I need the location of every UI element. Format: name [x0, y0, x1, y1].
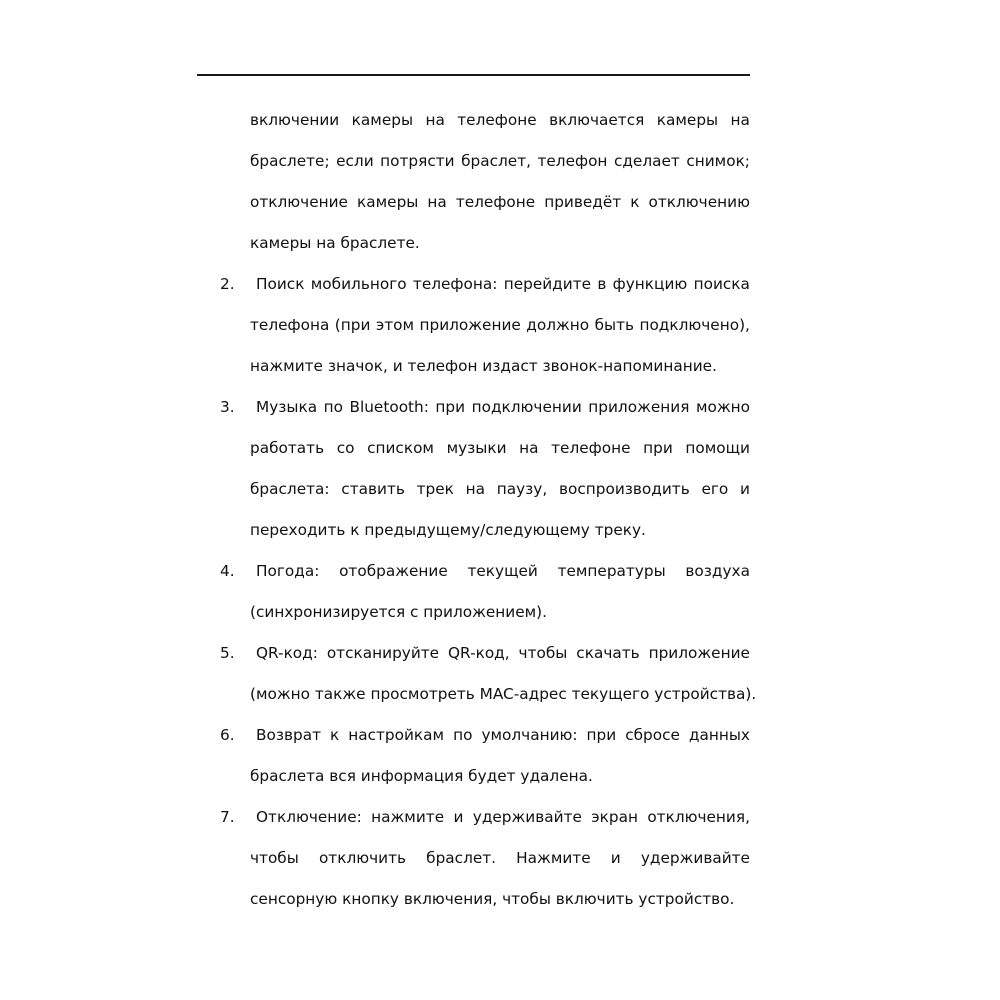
- item-number: 5.: [220, 644, 235, 662]
- list-item-6: [220, 715, 750, 756]
- content: [220, 100, 757, 920]
- item-line: браслета: ставить трек на паузу, воспроизводить его и: [250, 480, 750, 498]
- intro-line: браслете; если потрясти браслет, телефон сделает снимок;: [250, 152, 750, 170]
- item-line: Погода: отображение текущей температуры воздуха: [256, 562, 750, 580]
- item-line: Возврат к настройкам по умолчанию: при сбросе данных: [256, 726, 750, 744]
- item-line: переходить к предыдущему/следующему треку.: [250, 521, 646, 539]
- list-item-2: [220, 264, 750, 305]
- item-line: (можно также просмотреть MAC-адрес текущего устройства).: [250, 685, 757, 703]
- header-rule: [197, 74, 750, 76]
- intro-line: включении камеры на телефоне включается камеры на: [250, 111, 750, 129]
- list-item-5: [220, 633, 750, 674]
- item-number: 3.: [220, 398, 235, 416]
- item-number: 2.: [220, 275, 235, 293]
- item-line: Поиск мобильного телефона: перейдите в функцию поиска: [256, 275, 750, 293]
- item-line: нажмите значок, и телефон издаст звонок-напоминание.: [250, 357, 717, 375]
- item-line: (синхронизируется с приложением).: [250, 603, 547, 621]
- item-line: браслета вся информация будет удалена.: [250, 767, 593, 785]
- intro-line: отключение камеры на телефоне приведёт к отключению: [250, 193, 750, 211]
- item-line: Музыка по Bluetooth: при подключении приложения можно: [256, 398, 750, 416]
- intro-line: камеры на браслете.: [250, 234, 420, 252]
- list-item-3: [220, 387, 750, 428]
- item-number: 4.: [220, 562, 235, 580]
- item-line: чтобы отключить браслет. Нажмите и удерживайте: [250, 849, 750, 867]
- item-number: 6.: [220, 726, 235, 744]
- item-line: сенсорную кнопку включения, чтобы включить устройство.: [250, 890, 735, 908]
- item-line: телефона (при этом приложение должно быть подключено),: [250, 316, 750, 334]
- item-line: Отключение: нажмите и удерживайте экран отключения,: [256, 808, 750, 826]
- item-line: работать со списком музыки на телефоне при помощи: [250, 439, 750, 457]
- item-number: 7.: [220, 808, 235, 826]
- list-item-7: [220, 797, 750, 838]
- item-line: QR-код: отсканируйте QR-код, чтобы скачать приложение: [256, 644, 750, 662]
- list-item-4: [220, 551, 750, 592]
